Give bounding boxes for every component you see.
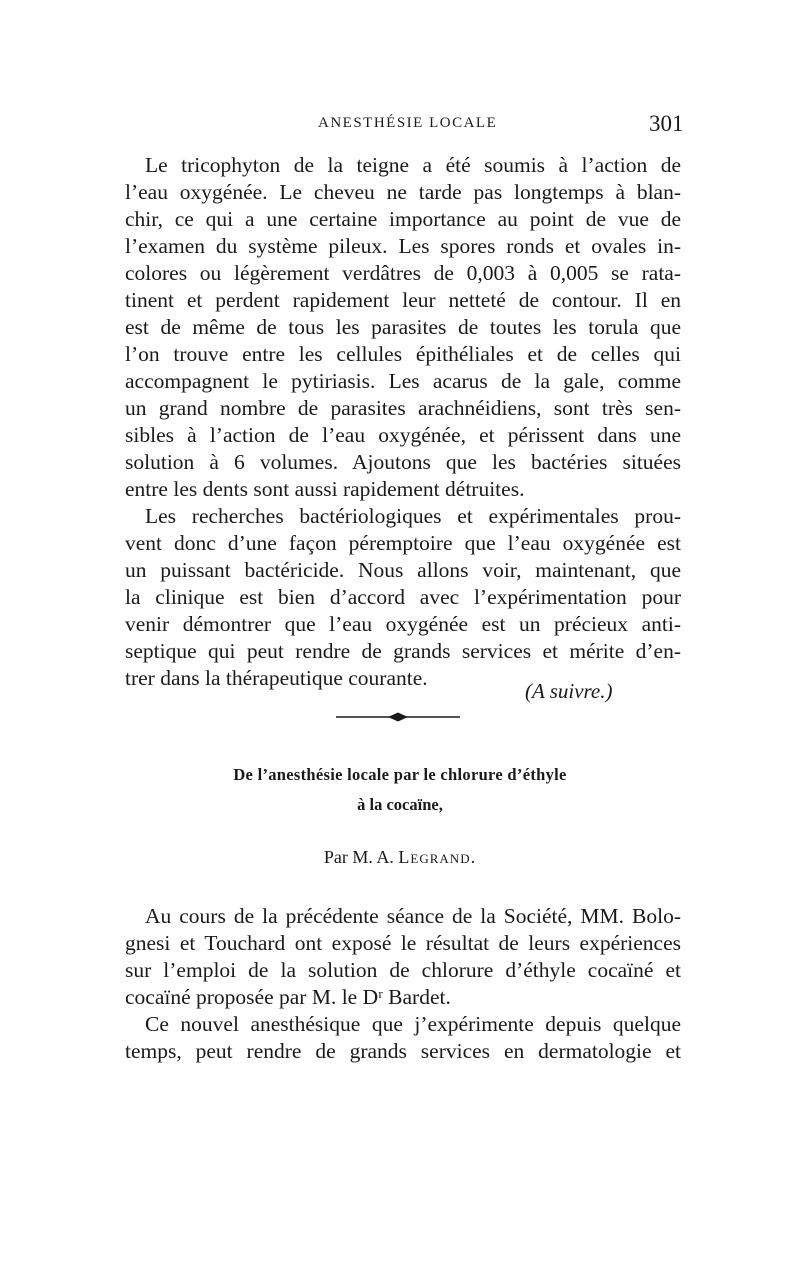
text-line: colores ou légèrement verdâtres de 0,003 à 0,005 se rata- <box>125 261 681 285</box>
text-line: sibles à l’action de l’eau oxygénée, et périssent dans une <box>125 423 681 447</box>
text-line: Le tricophyton de la teigne a été soumis à l’action de <box>145 153 681 177</box>
text-line: sur l’emploi de la solution de chlorure d’éthyle cocaïné et <box>125 958 681 982</box>
text-line: venir démontrer que l’eau oxygénée est un précieux anti- <box>125 612 681 636</box>
text-line: vent donc d’une façon péremptoire que l’eau oxygénée est <box>125 531 681 555</box>
byline <box>0 847 800 868</box>
text-line: l’examen du système pileux. Les spores ronds et ovales in- <box>125 234 681 258</box>
byline-prefix: Par M. A. <box>323 847 394 867</box>
text-line: accompagnent le pytiriasis. Les acarus de la gale, comme <box>125 369 681 393</box>
text-line: un grand nombre de parasites arachnéidiens, sont très sen- <box>125 396 681 420</box>
text-line: Ce nouvel anesthésique que j’expérimente depuis quelque <box>145 1012 681 1036</box>
text-line: cocaïné proposée par M. le Dʳ Bardet. <box>125 985 451 1009</box>
section-separator <box>336 710 460 724</box>
text-line: tinent et perdent rapidement leur netteté de contour. Il en <box>125 288 681 312</box>
text-line: un puissant bactéricide. Nous allons voir, maintenant, que <box>125 558 681 582</box>
text-line: septique qui peut rendre de grands services et mérite d’en- <box>125 639 681 663</box>
article-title-continued: à la cocaïne, <box>357 795 443 814</box>
article-title: De l’anesthésie locale par le chlorure d’éthyle <box>233 765 567 784</box>
text-line: est de même de tous les parasites de toutes les torula que <box>125 315 681 339</box>
running-head: ANESTHÉSIE LOCALE <box>318 115 498 131</box>
author-name: Legrand. <box>398 847 477 867</box>
text-line: solution à 6 volumes. Ajoutons que les bactéries situées <box>125 450 681 474</box>
text-line: gnesi et Touchard ont exposé le résultat de leurs expériences <box>125 931 681 955</box>
text-line: Les recherches bactériologiques et expérimentales prou- <box>145 504 681 528</box>
text-line: Au cours de la précédente séance de la Société, MM. Bolo- <box>145 904 681 928</box>
text-line: trer dans la thérapeutique courante. <box>125 666 428 690</box>
text-line: l’on trouve entre les cellules épithéliales et de celles qui <box>125 342 681 366</box>
text-line: l’eau oxygénée. Le cheveu ne tarde pas longtemps à blan- <box>125 180 681 204</box>
text-line: temps, peut rendre de grands services en dermatologie et <box>125 1039 681 1063</box>
page-number: 301 <box>649 111 684 136</box>
a-suivre-note: (A suivre.) <box>525 679 613 703</box>
text-line: chir, ce qui a une certaine importance au point de vue de <box>125 207 681 231</box>
text-line: la clinique est bien d’accord avec l’expérimentation pour <box>125 585 681 609</box>
text-line: entre les dents sont aussi rapidement détruites. <box>125 477 525 501</box>
